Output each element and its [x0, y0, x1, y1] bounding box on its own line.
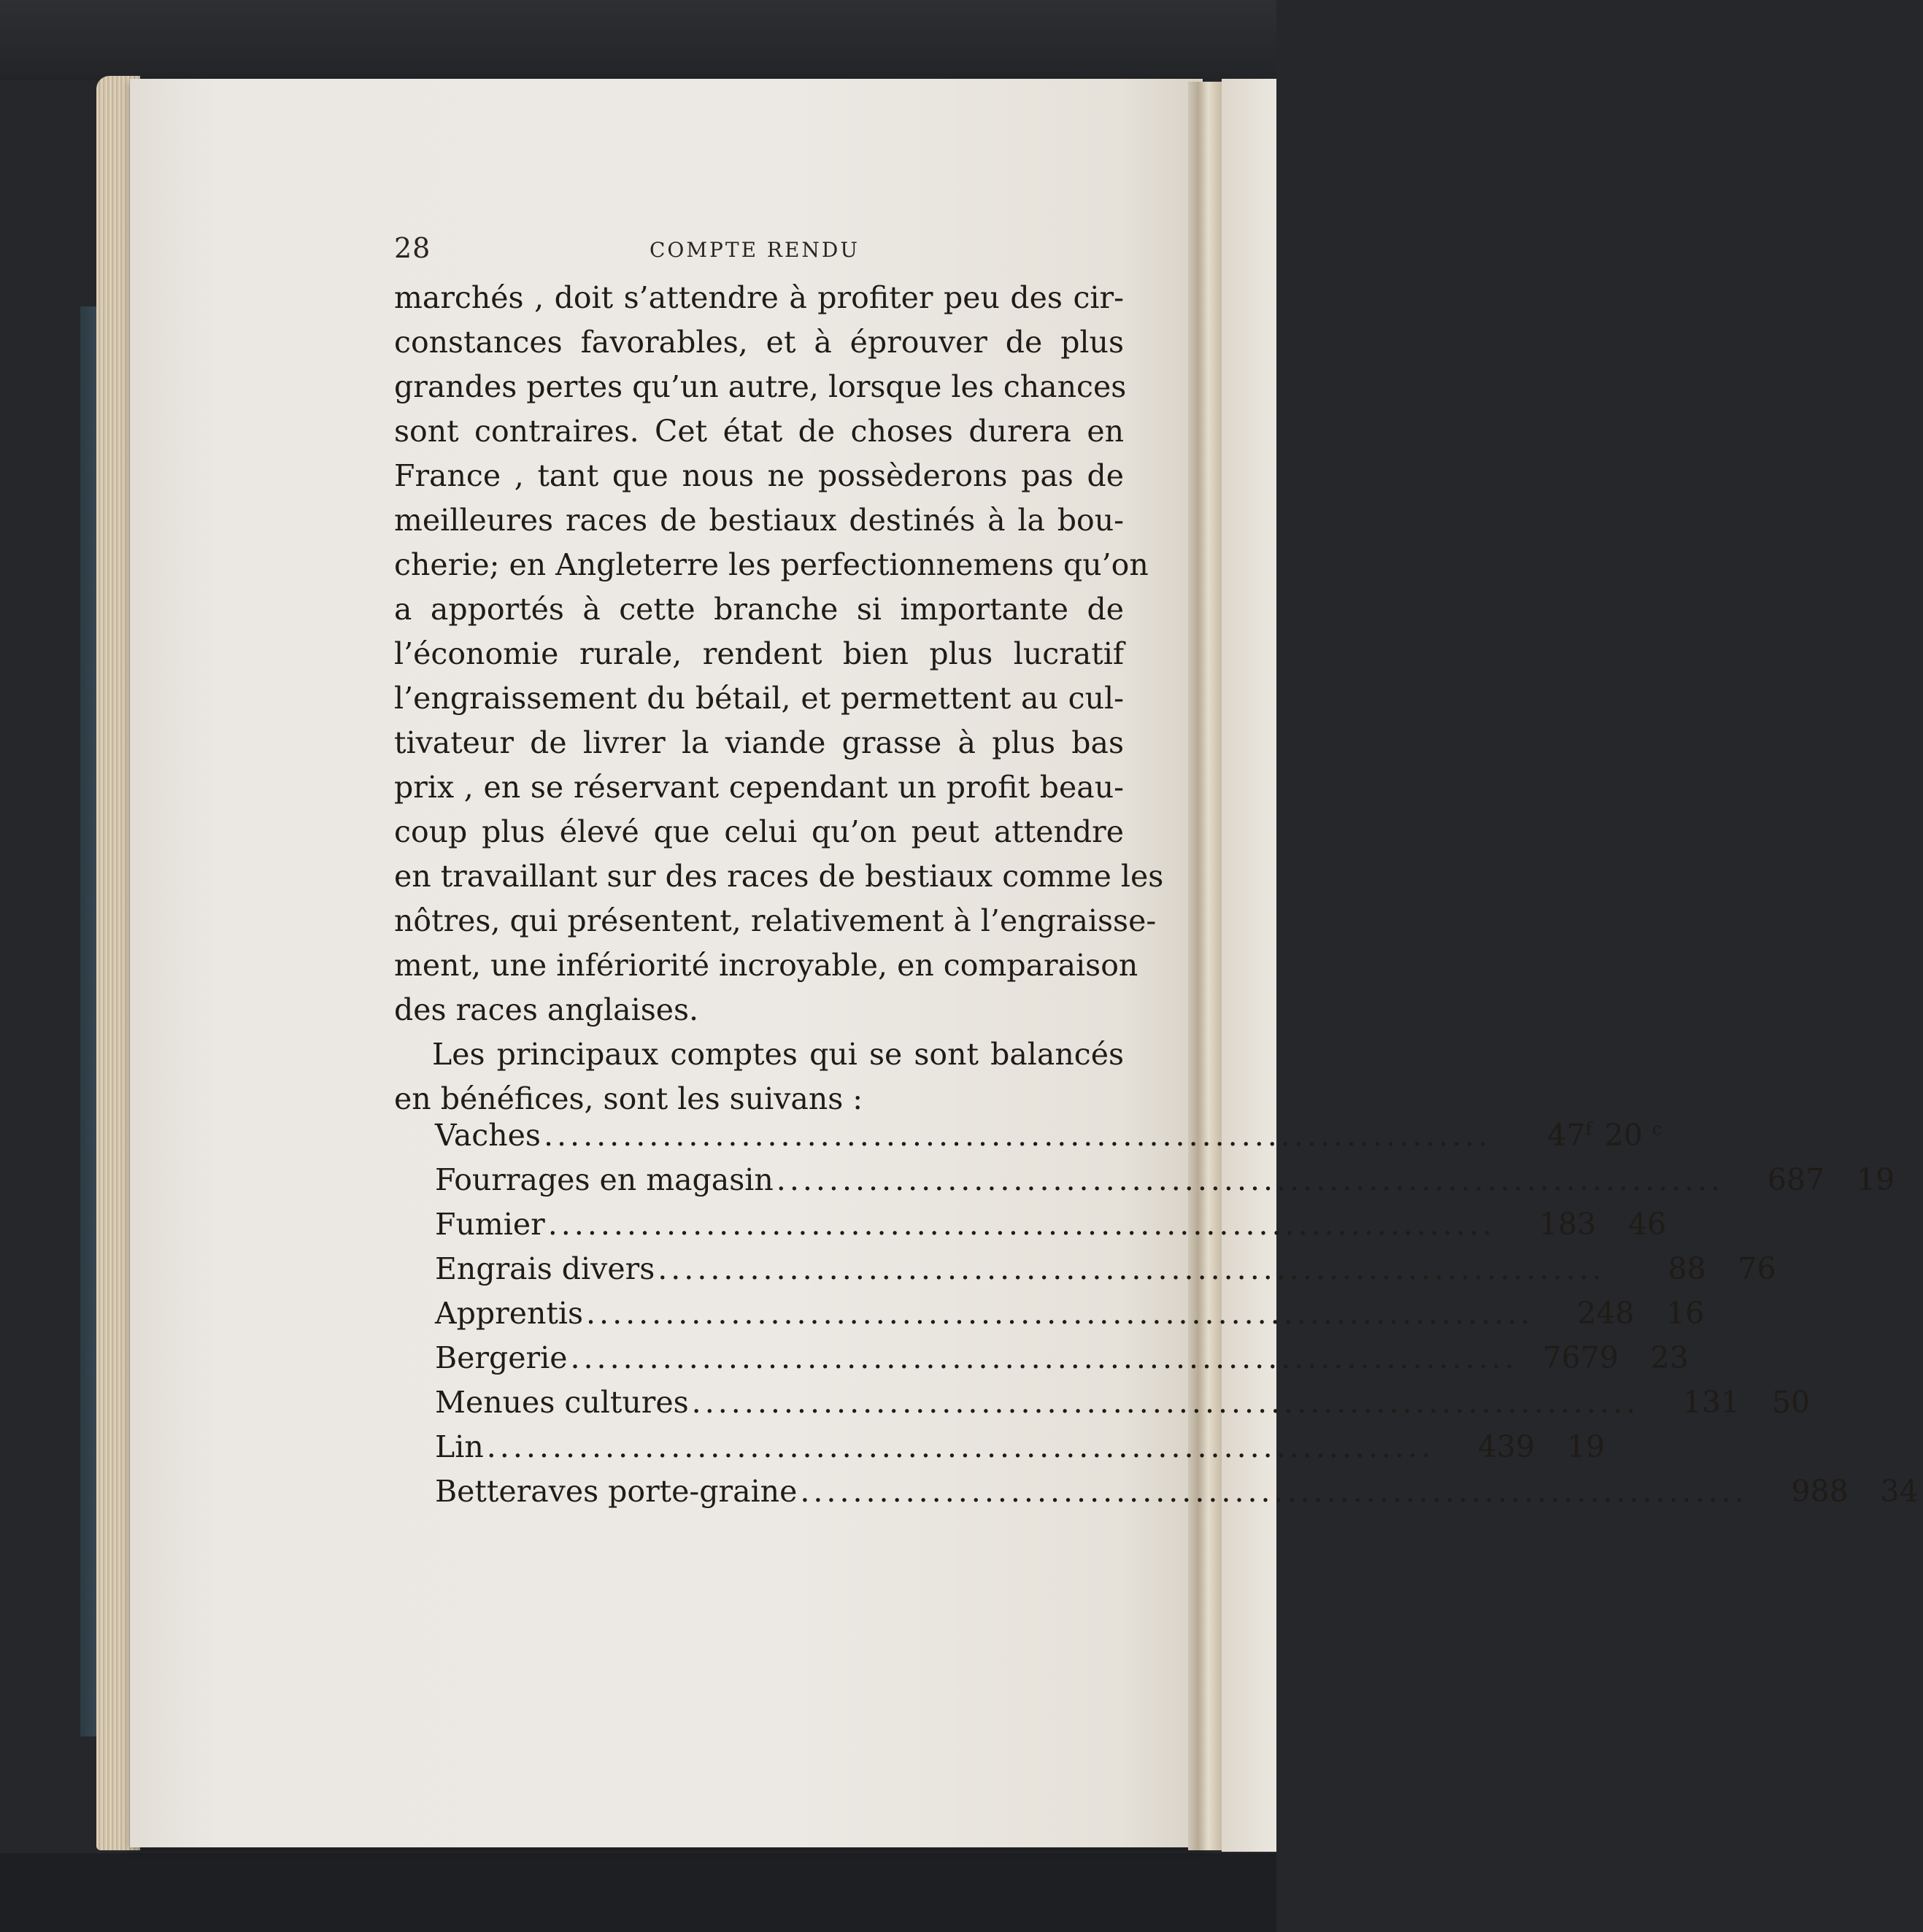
cents-value: 76	[1738, 1251, 1776, 1286]
francs-value: 131	[1682, 1385, 1741, 1420]
text-line: tivateur de livrer la viande grasse à plus bas	[394, 725, 1124, 760]
account-label: Engrais divers	[435, 1251, 655, 1286]
cents-value: 23	[1650, 1340, 1689, 1375]
dot-leader: ........................................................................	[586, 1296, 1534, 1331]
text-line: des races anglaises.	[394, 992, 699, 1027]
francs-value: 183	[1538, 1207, 1597, 1242]
francs-value: 988	[1791, 1474, 1849, 1509]
dot-leader: ........................................................................	[691, 1385, 1640, 1420]
text-line: sont contraires. Cet état de choses durera en	[394, 414, 1124, 449]
table-row	[435, 1469, 1919, 1514]
text-line: France , tant que nous ne possèderons pas de	[394, 458, 1124, 493]
backdrop-bottom	[0, 1853, 1276, 1932]
cents-value: 16	[1666, 1296, 1705, 1331]
cents-value: 20 $^c$	[1604, 1118, 1662, 1153]
text-line: meilleures races de bestiaux destinés à la bou-	[394, 503, 1124, 538]
page-number: 28	[394, 232, 431, 264]
text-line: ment, une infériorité incroyable, en comparaison	[394, 948, 1138, 983]
account-label: Vaches	[435, 1118, 541, 1153]
cents-value: 46	[1627, 1207, 1667, 1242]
cents-value: 34	[1880, 1474, 1919, 1509]
text-line: l’économie rurale, rendent bien plus lucratif	[394, 636, 1124, 671]
dot-leader: ........................................................................	[570, 1340, 1518, 1375]
account-label: Betteraves porte-graine	[435, 1474, 798, 1509]
dot-leader: ........................................................................	[486, 1429, 1435, 1464]
body-text	[394, 276, 1164, 1121]
text-line: en travaillant sur des races de bestiaux comme les	[394, 859, 1164, 894]
account-label: Fumier	[435, 1207, 545, 1242]
francs-value: 88	[1668, 1251, 1706, 1286]
text-line: Les principaux comptes qui se sont balancés	[432, 1037, 1124, 1072]
running-head: COMPTE RENDU	[650, 238, 860, 262]
text-line: cherie; en Angleterre les perfectionnemens qu’on	[394, 547, 1149, 582]
table-row	[435, 1291, 1705, 1336]
table-row	[435, 1380, 1811, 1425]
text-line: marchés , doit s’attendre à profiter peu des cir-	[394, 280, 1124, 315]
account-label: Fourrages en magasin	[435, 1162, 774, 1197]
francs-value: 248	[1577, 1296, 1635, 1331]
table-row	[435, 1158, 1895, 1202]
table-row	[435, 1247, 1776, 1291]
text-line: en bénéfices, sont les suivans :	[394, 1081, 863, 1116]
dot-leader: ........................................................................	[543, 1118, 1492, 1153]
account-label: Lin	[435, 1429, 484, 1464]
accounts-table	[435, 1113, 1919, 1514]
table-row	[435, 1336, 1689, 1380]
text-line: grandes pertes qu’un autre, lorsque les chances	[394, 369, 1127, 404]
account-label: Menues cultures	[435, 1385, 689, 1420]
text-line: coup plus élevé que celui qu’on peut attendre	[394, 814, 1124, 849]
backdrop-top	[0, 0, 1276, 80]
franc-unit: f	[1585, 1118, 1592, 1140]
page-header	[394, 232, 1131, 268]
cents-value: 19	[1856, 1162, 1895, 1197]
francs-value: 7679	[1542, 1340, 1619, 1375]
text-line: nôtres, qui présentent, relativement à l’engraisse-	[394, 903, 1157, 938]
account-label: Apprentis	[435, 1296, 583, 1331]
francs-value: 687	[1767, 1162, 1825, 1197]
francs-value: 439	[1477, 1429, 1535, 1464]
facing-page	[1222, 79, 1276, 1852]
account-label: Bergerie	[435, 1340, 568, 1375]
cents-value: 19	[1566, 1429, 1606, 1464]
book-gutter	[1188, 82, 1222, 1850]
dot-leader: ........................................................................	[547, 1207, 1496, 1242]
text-line: a apportés à cette branche si importante de	[394, 592, 1124, 627]
cents-value: 50	[1771, 1385, 1811, 1420]
cent-unit: c	[1652, 1118, 1662, 1140]
francs-value: 47$^f$	[1547, 1118, 1592, 1153]
dot-leader: ........................................................................	[658, 1251, 1606, 1286]
dot-leader: ........................................................................	[776, 1162, 1724, 1197]
table-row	[435, 1202, 1667, 1247]
text-line: l’engraissement du bétail, et permettent au cul-	[394, 681, 1124, 716]
text-line: constances favorables, et à éprouver de plus	[394, 325, 1124, 360]
table-row	[435, 1113, 1662, 1158]
dot-leader: ........................................................................	[800, 1474, 1748, 1509]
text-line: prix , en se réservant cependant un profit beau-	[394, 770, 1124, 805]
table-row	[435, 1425, 1606, 1469]
